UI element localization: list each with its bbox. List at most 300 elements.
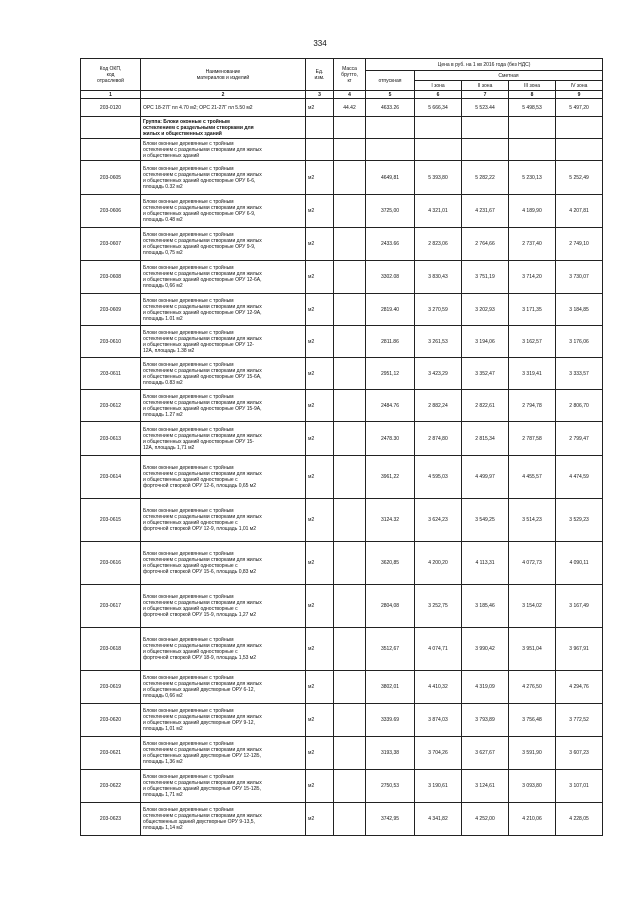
item-name-line: и общественных зданий двустворные ОРУ 12-12Б, — [143, 753, 261, 759]
zone-4-price: 2 799,47 — [556, 422, 603, 456]
item-mass — [334, 261, 366, 294]
release-price: 3802,01 — [366, 671, 415, 704]
item-name-line: и общественных зданий одностворные ОРУ 6-9, — [143, 211, 256, 217]
zone-3-price: 4 455,57 — [509, 456, 556, 499]
zone-2-price: 4 499,97 — [462, 456, 509, 499]
item-name-line: Блоки оконные деревянные с тройным — [143, 807, 234, 813]
item-mass — [334, 671, 366, 704]
table-row — [81, 294, 603, 326]
item-name-line: 12А, площадь 1,71 м2 — [143, 444, 195, 451]
item-name — [141, 704, 306, 737]
zone-4-price: 4 228,05 — [556, 803, 603, 836]
item-name-line: площадь 0,75 м2 — [143, 250, 183, 256]
item-name — [141, 803, 306, 836]
item-code: 203-0617 — [81, 585, 141, 628]
item-name-line: Блоки оконные деревянные с тройным — [143, 675, 234, 681]
item-name-line: и общественных зданий одностворные ОРУ 15-6А, — [143, 373, 262, 380]
item-name-line: Блоки оконные деревянные с тройным — [143, 551, 234, 557]
item-name-line: общественных зданий двустворные ОРУ 9-13,5, — [143, 819, 255, 825]
item-name-line: Блоки оконные деревянные с тройным — [143, 594, 234, 600]
item-name-line: остеклением с раздельными створками для жилых — [143, 238, 262, 244]
release-price: 2433.66 — [366, 228, 415, 261]
zone-1-price: 2 823,06 — [415, 228, 462, 261]
zone-4-price: 4 294,76 — [556, 671, 603, 704]
item-name-line: и общественных зданий одностворные ОРУ 12-9А, — [143, 309, 262, 316]
zone-3-price: 3 093,80 — [509, 770, 556, 803]
item-name-line: площадь 1.27 м2 — [143, 411, 183, 418]
item-code: 203-0616 — [81, 542, 141, 585]
zone-3-price: 3 154,02 — [509, 585, 556, 628]
zone-3-price: 5 498,53 — [509, 99, 556, 117]
empty-cell — [509, 117, 556, 139]
item-mass — [334, 195, 366, 228]
zone-3-price: 2 787,58 — [509, 422, 556, 456]
zone-1-price: 4 321,01 — [415, 195, 462, 228]
zone-4-price: 3 333,57 — [556, 358, 603, 390]
zone-2-price: 3 549,25 — [462, 499, 509, 542]
zone-1-price: 3 704,26 — [415, 737, 462, 770]
item-name-line: форточной створкой ОРУ 12-6, площадь 0,65 м2 — [143, 483, 257, 489]
empty-cell — [366, 117, 415, 139]
release-price: 3193,38 — [366, 737, 415, 770]
item-code: 203-0611 — [81, 358, 141, 390]
empty-cell — [556, 117, 603, 139]
release-price: 2478.30 — [366, 422, 415, 456]
item-name-line: и общественных зданий двустворные ОРУ 6-12, — [143, 687, 255, 693]
item-name-line: Блоки оконные деревянные с тройным — [143, 465, 234, 471]
item-code: 203-0620 — [81, 704, 141, 737]
item-name-line: Блоки оконные деревянные с тройным — [143, 199, 234, 205]
group-row — [81, 117, 603, 139]
item-name — [141, 542, 306, 585]
item-name-line: и общественных зданий одностворные с — [143, 563, 238, 569]
empty-cell — [415, 139, 462, 161]
item-mass — [334, 704, 366, 737]
item-name-line: Блоки оконные деревянные с тройным — [143, 297, 234, 304]
col-number: 3 — [306, 91, 334, 99]
item-name-line: и общественных зданий одностворные с — [143, 606, 238, 612]
item-name-line: площадь 0,66 м2 — [143, 693, 183, 699]
col-number: 8 — [509, 91, 556, 99]
zone-4-price: 3 772,52 — [556, 704, 603, 737]
item-name-line: и общественных зданий одностворные ОРУ 15-9А, — [143, 405, 262, 412]
item-name-line: остеклением с раздельными створками для жилых — [143, 600, 262, 606]
table-row — [81, 228, 603, 261]
zone-3-price: 3 162,57 — [509, 326, 556, 358]
item-name-line: остеклением с раздельными створками для жилых — [143, 432, 262, 439]
item-name-line: и общественных зданий одностворные ОРУ 12- — [143, 341, 254, 348]
zone-3-price: 3 714,20 — [509, 261, 556, 294]
header-zone-3: III зона — [509, 81, 556, 91]
item-name — [141, 228, 306, 261]
item-name-line: Блоки оконные деревянные с тройным — [143, 741, 234, 747]
item-mass — [334, 390, 366, 422]
item-unit: м2 — [306, 803, 334, 836]
release-price: 3124.32 — [366, 499, 415, 542]
zone-3-price: 5 230,13 — [509, 161, 556, 195]
zone-1-price: 3 270,59 — [415, 294, 462, 326]
item-name-line: площадь 0,66 м2 — [143, 283, 183, 289]
price-table — [80, 58, 603, 836]
zone-1-price: 4 410,32 — [415, 671, 462, 704]
zone-2-price: 3 194,06 — [462, 326, 509, 358]
item-unit: м2 — [306, 294, 334, 326]
zone-2-price: 3 627,67 — [462, 737, 509, 770]
zone-4-price: 5 252,49 — [556, 161, 603, 195]
empty-cell — [334, 117, 366, 139]
header-release-price: отпускная — [366, 71, 415, 91]
item-name — [141, 326, 306, 358]
item-name-line: Блоки оконные деревянные с тройным — [143, 329, 234, 336]
item-name-line: Блоки оконные деревянные с тройным — [143, 165, 234, 172]
group-title-line: остеклением с раздельными створками для — [143, 124, 254, 131]
zone-1-price: 3 624,23 — [415, 499, 462, 542]
item-mass — [334, 294, 366, 326]
item-name-line: остеклением с раздельными створками для жилых — [143, 813, 262, 819]
zone-2-price: 3 793,89 — [462, 704, 509, 737]
item-name-line: Блоки оконные деревянные с тройным — [143, 637, 234, 643]
col-number: 4 — [334, 91, 366, 99]
zone-2-price: 4 252,00 — [462, 803, 509, 836]
col-number: 6 — [415, 91, 462, 99]
item-mass: 44.42 — [334, 99, 366, 117]
zone-3-price: 2 737,40 — [509, 228, 556, 261]
zone-2-price: 3 124,61 — [462, 770, 509, 803]
col-number: 5 — [366, 91, 415, 99]
item-name-line: и общественных зданий одностворные ОРУ 12-6А, — [143, 277, 262, 283]
release-price: 2804,08 — [366, 585, 415, 628]
release-price: 3742,95 — [366, 803, 415, 836]
zone-4-price: 3 167,49 — [556, 585, 603, 628]
item-name-line: остеклением с раздельными створками для жилых — [143, 643, 262, 649]
item-name-line: площадь 1.01 м2 — [143, 315, 183, 322]
table-row — [81, 803, 603, 836]
group-title — [141, 117, 306, 139]
zone-1-price: 4 200,20 — [415, 542, 462, 585]
zone-4-price: 2 749,10 — [556, 228, 603, 261]
empty-cell — [81, 139, 141, 161]
zone-4-price: 3 967,91 — [556, 628, 603, 671]
item-name-line: площадь 0.32 м2 — [143, 183, 183, 190]
item-unit: м2 — [306, 456, 334, 499]
zone-3-price: 3 591,90 — [509, 737, 556, 770]
item-unit: м2 — [306, 358, 334, 390]
item-code: 203-0608 — [81, 261, 141, 294]
item-name — [141, 358, 306, 390]
item-name — [141, 422, 306, 456]
item-code: 203-0120 — [81, 99, 141, 117]
item-mass — [334, 737, 366, 770]
item-mass — [334, 770, 366, 803]
zone-3-price: 4 189,90 — [509, 195, 556, 228]
item-name — [141, 737, 306, 770]
release-price: 2750,53 — [366, 770, 415, 803]
zone-4-price: 4 090,11 — [556, 542, 603, 585]
item-name-line: остеклением с раздельными створками для жилых — [143, 399, 262, 406]
table-row — [81, 499, 603, 542]
table-row — [81, 737, 603, 770]
item-name — [141, 456, 306, 499]
item-name-line: остеклением с раздельными створками для жилых — [143, 367, 262, 374]
item-name-line: Блоки оконные деревянные с тройным — [143, 361, 234, 368]
item-name — [141, 770, 306, 803]
item-name-line: площадь 1,01 м2 — [143, 726, 183, 732]
item-name-line: Блоки оконные деревянные с тройным — [143, 708, 234, 714]
item-name-line: остеклением с раздельными створками для жилых — [143, 780, 262, 786]
item-code: 203-0606 — [81, 195, 141, 228]
item-unit: м2 — [306, 390, 334, 422]
zone-2-price: 5 523.44 — [462, 99, 509, 117]
header-name: Наименование материалов и изделий — [141, 59, 306, 91]
col-number: 2 — [141, 91, 306, 99]
item-name-line: площадь 1,71 м2 — [143, 792, 183, 798]
item-code: 203-0607 — [81, 228, 141, 261]
subgroup-title — [141, 139, 306, 161]
zone-3-price: 4 276,50 — [509, 671, 556, 704]
zone-4-price: 5 497,20 — [556, 99, 603, 117]
item-unit: м2 — [306, 261, 334, 294]
item-code: 203-0623 — [81, 803, 141, 836]
subgroup-title-line: остеклением с раздельными створками для жилых — [143, 146, 262, 153]
zone-2-price: 3 751,19 — [462, 261, 509, 294]
zone-3-price: 3 319,41 — [509, 358, 556, 390]
item-unit: м2 — [306, 326, 334, 358]
zone-2-price: 4 231,67 — [462, 195, 509, 228]
zone-1-price: 3 252,75 — [415, 585, 462, 628]
item-mass — [334, 542, 366, 585]
release-price: 3512,67 — [366, 628, 415, 671]
table-row — [81, 456, 603, 499]
item-code: 203-0619 — [81, 671, 141, 704]
item-name-line: форточной створкой ОРУ 15-6, площадь 0,83 м2 — [143, 569, 257, 575]
table-row — [81, 161, 603, 195]
release-price: 2951,12 — [366, 358, 415, 390]
item-name-line: ОРС 18-27Г пл 4.70 м2; ОРС 21-27Г пл 5.50 м2 — [143, 104, 253, 111]
item-name-line: остеклением с раздельными створками для жилых — [143, 747, 262, 753]
zone-3-price: 4 210,06 — [509, 803, 556, 836]
release-price: 2484.76 — [366, 390, 415, 422]
header-zone-2: II зона — [462, 81, 509, 91]
col-number: 1 — [81, 91, 141, 99]
item-unit: м2 — [306, 671, 334, 704]
empty-cell — [366, 139, 415, 161]
header-zone-1: I зона — [415, 81, 462, 91]
item-mass — [334, 161, 366, 195]
zone-3-price: 3 756,48 — [509, 704, 556, 737]
item-name-line: остеклением с раздельными створками для жилых — [143, 681, 262, 687]
zone-3-price: 3 951,04 — [509, 628, 556, 671]
item-code: 203-0618 — [81, 628, 141, 671]
zone-4-price: 3 730,07 — [556, 261, 603, 294]
item-mass — [334, 803, 366, 836]
col-number: 7 — [462, 91, 509, 99]
subgroup-row — [81, 139, 603, 161]
item-name-line: остеклением с раздельными створками для жилых — [143, 335, 262, 342]
subgroup-title-line: Блоки оконные деревянные с тройным — [143, 140, 234, 147]
empty-cell — [556, 139, 603, 161]
item-name-line: остеклением с раздельными створками для жилых — [143, 271, 262, 277]
item-name-line: и общественных зданий одностворные ОРУ 15- — [143, 438, 254, 445]
zone-2-price: 3 990,42 — [462, 628, 509, 671]
empty-cell — [306, 139, 334, 161]
release-price: 4633.26 — [366, 99, 415, 117]
item-name-line: остеклением с раздельными створками для жилых — [143, 303, 262, 310]
table-row — [81, 770, 603, 803]
item-unit: м2 — [306, 542, 334, 585]
zone-1-price: 3 261,53 — [415, 326, 462, 358]
item-unit: м2 — [306, 704, 334, 737]
zone-4-price: 3 107,01 — [556, 770, 603, 803]
item-code: 203-0613 — [81, 422, 141, 456]
zone-2-price: 3 185,46 — [462, 585, 509, 628]
item-name-line: и общественных зданий двустворные ОРУ 9-12, — [143, 720, 255, 726]
table-row — [81, 390, 603, 422]
item-name — [141, 390, 306, 422]
item-unit: м2 — [306, 422, 334, 456]
zone-2-price: 2 815,34 — [462, 422, 509, 456]
item-name-line: остеклением с раздельными створками для жилых — [143, 557, 262, 563]
item-name-line: площадь 0.48 м2 — [143, 217, 183, 223]
item-unit: м2 — [306, 195, 334, 228]
zone-4-price: 4 474,59 — [556, 456, 603, 499]
empty-cell — [462, 139, 509, 161]
item-code: 203-0612 — [81, 390, 141, 422]
zone-2-price: 5 282,22 — [462, 161, 509, 195]
item-name — [141, 585, 306, 628]
zone-1-price: 3 190,61 — [415, 770, 462, 803]
item-name — [141, 671, 306, 704]
item-name-line: остеклением с раздельными створками для жилых — [143, 205, 262, 211]
empty-cell — [415, 117, 462, 139]
release-price: 3339.69 — [366, 704, 415, 737]
item-name-line: остеклением с раздельными створками для жилых — [143, 471, 262, 477]
header-price-group: Цена в руб. на 1 кв 2016 года (без НДС) — [366, 59, 603, 71]
group-title-line: Группа: Блоки оконные с тройным — [143, 118, 230, 125]
empty-cell — [306, 117, 334, 139]
item-mass — [334, 585, 366, 628]
item-name-line: Блоки оконные деревянные с тройным — [143, 774, 234, 780]
zone-3-price: 3 514,23 — [509, 499, 556, 542]
item-unit: м2 — [306, 228, 334, 261]
empty-cell — [81, 117, 141, 139]
item-name-line: Блоки оконные деревянные с тройным — [143, 393, 234, 400]
item-name-line: и общественных зданий одностворные с — [143, 649, 238, 655]
item-name-line: 12А, площадь 1.38 м2 — [143, 347, 195, 354]
item-code: 203-0622 — [81, 770, 141, 803]
table-row — [81, 671, 603, 704]
zone-4-price: 2 806,70 — [556, 390, 603, 422]
item-name — [141, 628, 306, 671]
item-mass — [334, 422, 366, 456]
item-name-line: форточной створкой ОРУ 15-9, площадь 1,27 м2 — [143, 612, 257, 618]
item-name-line: форточной створкой ОРУ 12-9, площадь 1,01 м2 — [143, 526, 257, 532]
table-row — [81, 704, 603, 737]
release-price: 3620,85 — [366, 542, 415, 585]
zone-1-price: 5 666,34 — [415, 99, 462, 117]
item-code: 203-0609 — [81, 294, 141, 326]
zone-1-price: 2 882,24 — [415, 390, 462, 422]
item-name — [141, 161, 306, 195]
release-price: 3302.08 — [366, 261, 415, 294]
table-row — [81, 542, 603, 585]
zone-1-price: 3 423,29 — [415, 358, 462, 390]
header-zone-4: IV зона — [556, 81, 603, 91]
item-name-line: площадь 0.83 м2 — [143, 379, 183, 386]
item-name-line: и общественных зданий двустворные ОРУ 15-12Б, — [143, 786, 261, 792]
empty-cell — [509, 139, 556, 161]
item-name-line: остеклением с раздельными створками для жилых — [143, 171, 262, 178]
zone-4-price: 3 607,23 — [556, 737, 603, 770]
item-mass — [334, 499, 366, 542]
header-estimate-price: Сметная — [415, 71, 603, 81]
item-unit: м2 — [306, 499, 334, 542]
zone-4-price: 4 207,81 — [556, 195, 603, 228]
zone-2-price: 4 319,09 — [462, 671, 509, 704]
item-name — [141, 499, 306, 542]
zone-1-price: 2 874,80 — [415, 422, 462, 456]
table-row — [81, 261, 603, 294]
item-name-line: площадь 1,14 м2 — [143, 825, 183, 831]
zone-4-price: 3 529,23 — [556, 499, 603, 542]
item-unit: м2 — [306, 585, 334, 628]
zone-4-price: 3 184,85 — [556, 294, 603, 326]
item-name — [141, 99, 306, 117]
table-row — [81, 422, 603, 456]
group-title-line: жилых и общественных зданий — [143, 130, 222, 137]
item-name-line: Блоки оконные деревянные с тройным — [143, 508, 234, 514]
zone-3-price: 4 072,73 — [509, 542, 556, 585]
zone-3-price: 3 171,35 — [509, 294, 556, 326]
release-price: 3725,00 — [366, 195, 415, 228]
col-number: 9 — [556, 91, 603, 99]
header-unit: Ед. изм. — [306, 59, 334, 91]
empty-cell — [462, 117, 509, 139]
item-code: 203-0615 — [81, 499, 141, 542]
table-row — [81, 628, 603, 671]
release-price: 2811.86 — [366, 326, 415, 358]
zone-2-price: 3 202,93 — [462, 294, 509, 326]
item-name-line: остеклением с раздельными створками для жилых — [143, 714, 262, 720]
table-row — [81, 195, 603, 228]
item-mass — [334, 326, 366, 358]
zone-3-price: 2 794,78 — [509, 390, 556, 422]
item-name-line: форточной створкой ОРУ 18-9, площадь 1,53 м2 — [143, 655, 257, 661]
item-name-line: остеклением с раздельными створками для жилых — [143, 514, 262, 520]
item-name-line: площадь 1,36 м2 — [143, 759, 183, 765]
zone-2-price: 2 764,66 — [462, 228, 509, 261]
table-row — [81, 326, 603, 358]
header-mass: Масса брутто, кг — [334, 59, 366, 91]
item-unit: м2 — [306, 737, 334, 770]
item-name-line: и общественных зданий одностворные ОРУ 9-9, — [143, 244, 256, 250]
table-row — [81, 99, 603, 117]
release-price: 4649,81 — [366, 161, 415, 195]
table-row — [81, 358, 603, 390]
release-price: 3961,22 — [366, 456, 415, 499]
item-code: 203-0610 — [81, 326, 141, 358]
item-name-line: Блоки оконные деревянные с тройным — [143, 232, 234, 238]
item-unit: м2 — [306, 628, 334, 671]
item-mass — [334, 456, 366, 499]
item-code: 203-0605 — [81, 161, 141, 195]
item-unit: м2 — [306, 161, 334, 195]
item-name-line: и общественных зданий одностворные с — [143, 477, 238, 483]
item-name — [141, 294, 306, 326]
item-name-line: и общественных зданий одностворные с — [143, 520, 238, 526]
zone-4-price: 3 176,06 — [556, 326, 603, 358]
item-unit: м2 — [306, 770, 334, 803]
zone-1-price: 3 830,43 — [415, 261, 462, 294]
